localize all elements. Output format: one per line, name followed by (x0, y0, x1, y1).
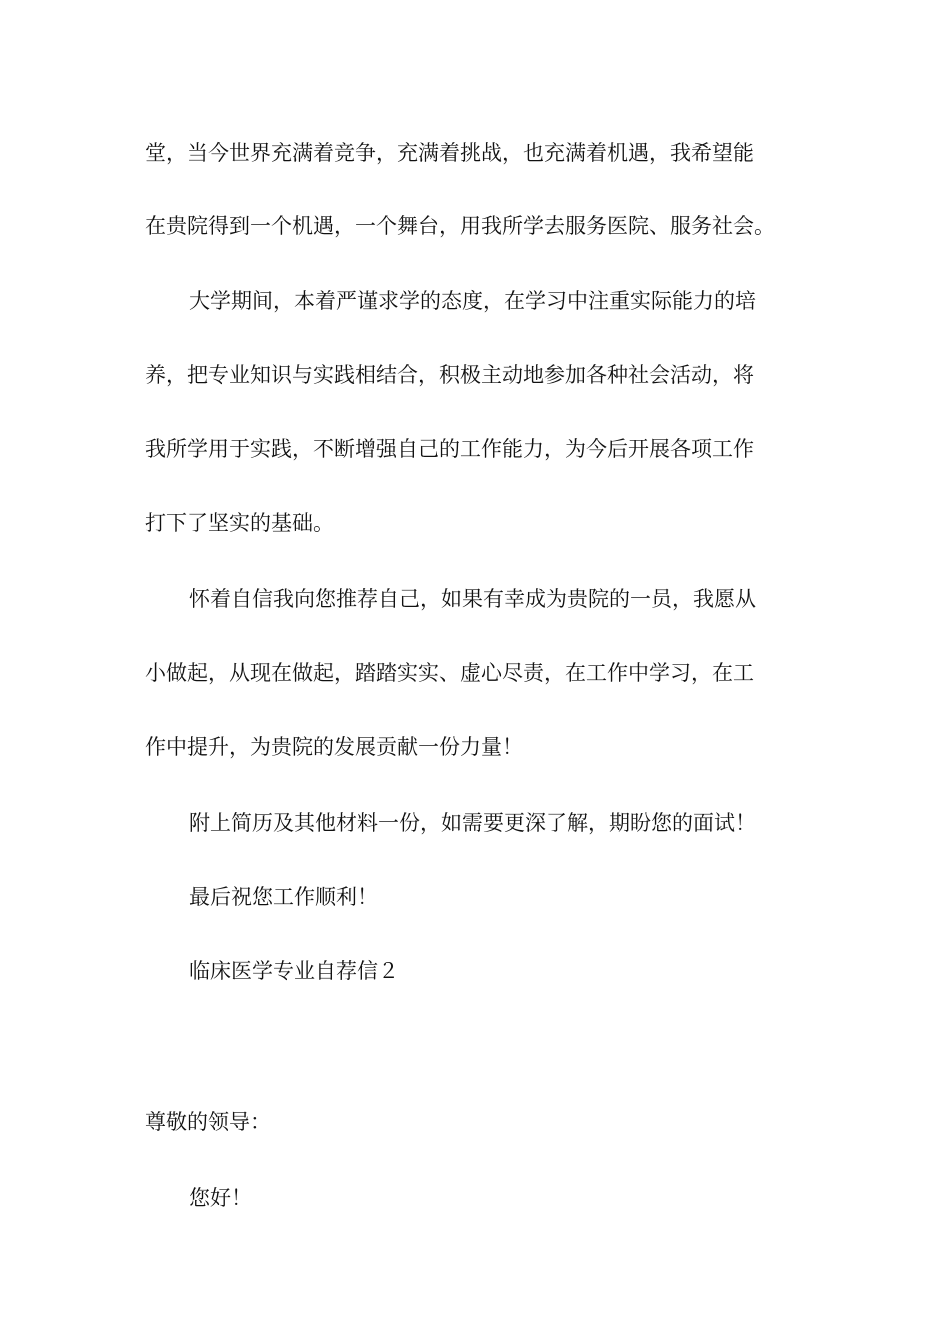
paragraph-line-7: 怀着自信我向您推荐自己，如果有幸成为贵院的一员，我愿从 (189, 587, 756, 611)
paragraph-line-4: 养，把专业知识与实践相结合，积极主动地参加各种社会活动，将 (145, 363, 754, 387)
paragraph-line-3: 大学期间，本着严谨求学的态度，在学习中注重实际能力的培 (189, 289, 756, 313)
letter-title: 临床医学专业自荐信２ (189, 959, 399, 983)
paragraph-line-5: 我所学用于实践，不断增强自己的工作能力，为今后开展各项工作 (145, 437, 754, 461)
paragraph-line-8: 小做起，从现在做起，踏踏实实、虚心尽责，在工作中学习，在工 (145, 661, 754, 685)
paragraph-line-1: 堂，当今世界充满着竞争，充满着挑战，也充满着机遇，我希望能 (145, 141, 754, 165)
paragraph-line-10: 附上简历及其他材料一份，如需要更深了解，期盼您的面试！ (189, 811, 756, 835)
closing-wish: 最后祝您工作顺利！ (189, 885, 378, 909)
paragraph-line-9: 作中提升，为贵院的发展贡献一份力量！ (145, 735, 523, 759)
salutation: 尊敬的领导： (145, 1110, 271, 1134)
greeting: 您好！ (189, 1186, 252, 1210)
paragraph-line-6: 打下了坚实的基础。 (145, 511, 334, 535)
paragraph-line-2: 在贵院得到一个机遇，一个舞台，用我所学去服务医院、服务社会。 (145, 214, 775, 238)
